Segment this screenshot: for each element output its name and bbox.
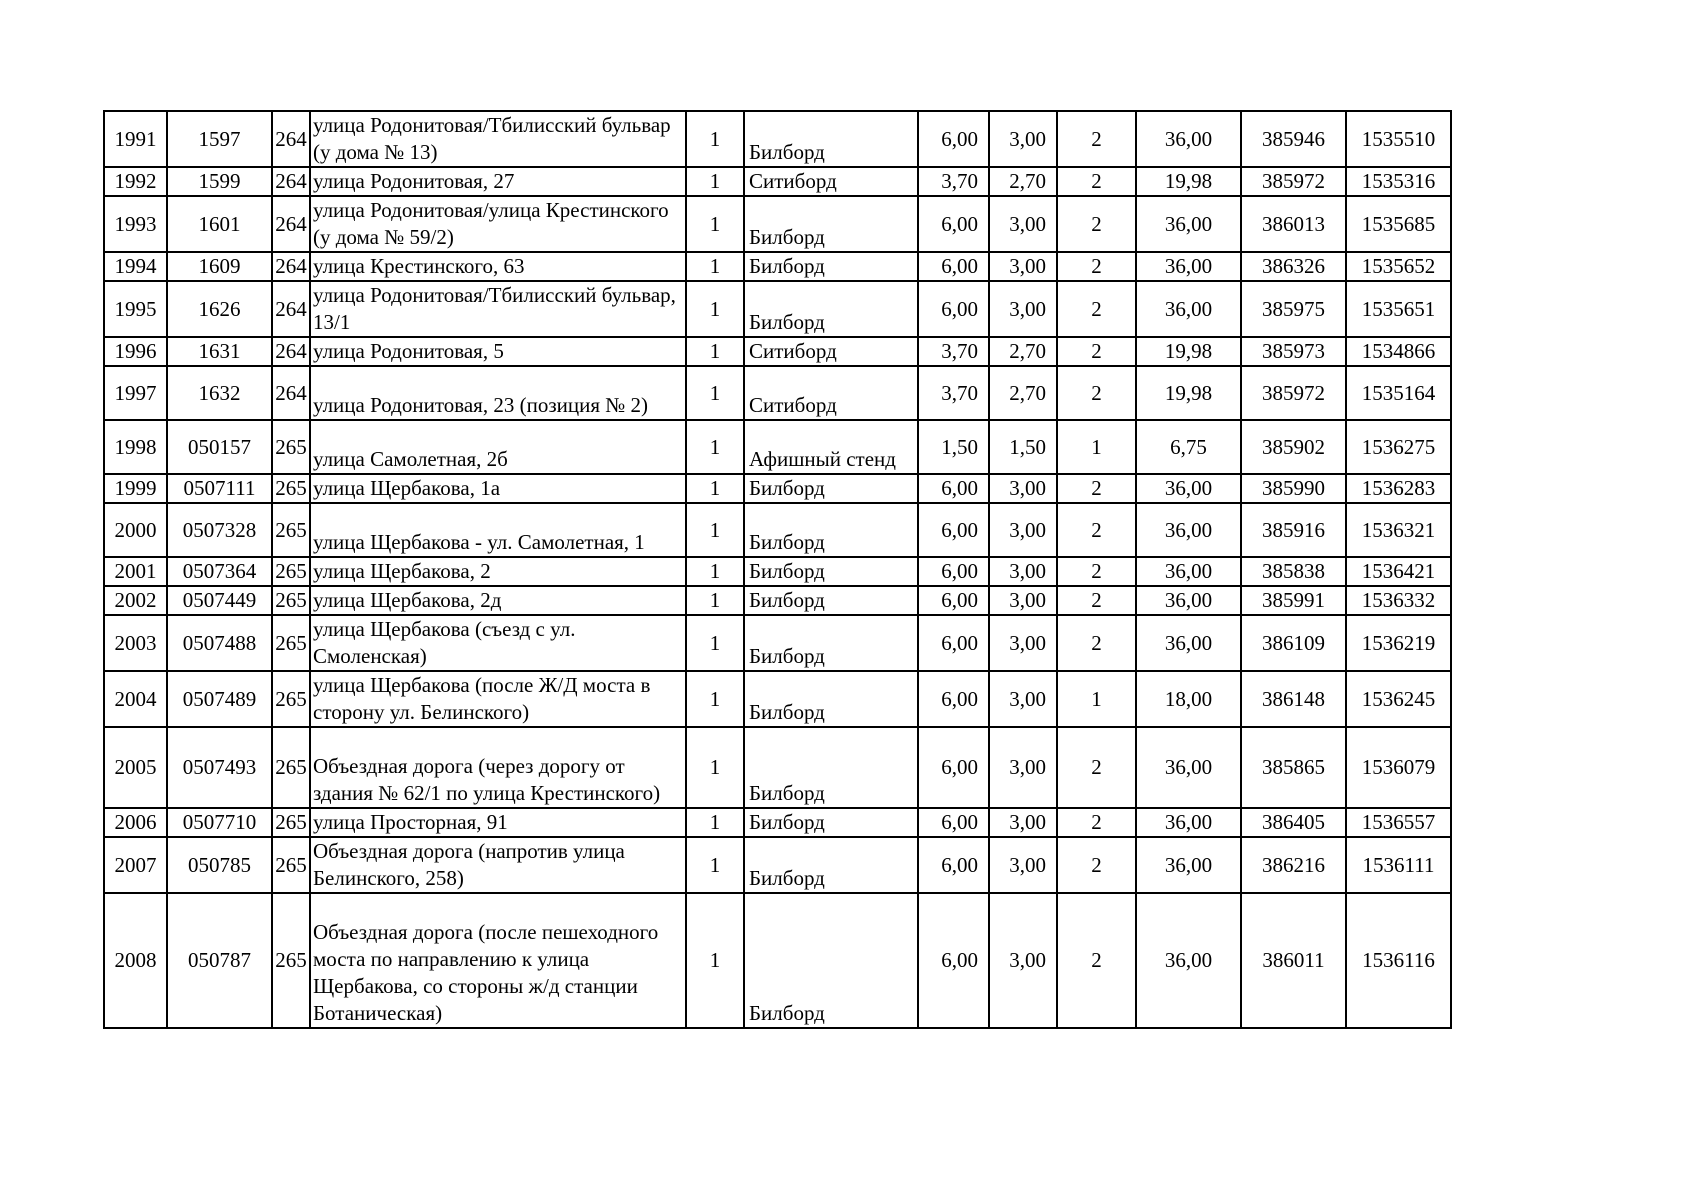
y-coordinate-cell: 1536321 bbox=[1346, 503, 1451, 557]
code-cell: 0507449 bbox=[167, 586, 272, 615]
address-cell: улица Щербакова - ул. Самолетная, 1 bbox=[310, 503, 686, 557]
table-row bbox=[104, 474, 1451, 503]
row-number-cell: 2000 bbox=[104, 503, 167, 557]
quantity-cell: 1 bbox=[686, 474, 744, 503]
table-row bbox=[104, 615, 1451, 671]
row-number-cell: 1991 bbox=[104, 111, 167, 167]
x-coordinate-cell: 385838 bbox=[1241, 557, 1346, 586]
x-coordinate-cell: 385916 bbox=[1241, 503, 1346, 557]
row-number-cell: 2003 bbox=[104, 615, 167, 671]
type-cell: Ситиборд bbox=[744, 366, 918, 420]
y-coordinate-cell: 1536557 bbox=[1346, 808, 1451, 837]
area-cell: 18,00 bbox=[1136, 671, 1241, 727]
width-cell: 6,00 bbox=[918, 893, 989, 1028]
address-cell: улица Родонитовая, 5 bbox=[310, 337, 686, 366]
address-cell: улица Щербакова, 1а bbox=[310, 474, 686, 503]
code-cell: 0507111 bbox=[167, 474, 272, 503]
section-cell: 264 bbox=[272, 111, 310, 167]
quantity-cell: 1 bbox=[686, 252, 744, 281]
type-cell: Билборд bbox=[744, 557, 918, 586]
section-cell: 264 bbox=[272, 281, 310, 337]
faces-cell: 2 bbox=[1057, 366, 1136, 420]
table-row bbox=[104, 503, 1451, 557]
area-cell: 36,00 bbox=[1136, 503, 1241, 557]
type-cell: Билборд bbox=[744, 252, 918, 281]
table-row bbox=[104, 167, 1451, 196]
width-cell: 6,00 bbox=[918, 586, 989, 615]
area-cell: 36,00 bbox=[1136, 615, 1241, 671]
section-cell: 265 bbox=[272, 671, 310, 727]
code-cell: 0507493 bbox=[167, 727, 272, 808]
quantity-cell: 1 bbox=[686, 557, 744, 586]
code-cell: 1609 bbox=[167, 252, 272, 281]
height-cell: 3,00 bbox=[989, 474, 1057, 503]
width-cell: 6,00 bbox=[918, 474, 989, 503]
table-row bbox=[104, 196, 1451, 252]
area-cell: 36,00 bbox=[1136, 281, 1241, 337]
faces-cell: 2 bbox=[1057, 727, 1136, 808]
row-number-cell: 1996 bbox=[104, 337, 167, 366]
height-cell: 3,00 bbox=[989, 615, 1057, 671]
quantity-cell: 1 bbox=[686, 337, 744, 366]
width-cell: 6,00 bbox=[918, 252, 989, 281]
section-cell: 265 bbox=[272, 586, 310, 615]
x-coordinate-cell: 386109 bbox=[1241, 615, 1346, 671]
section-cell: 265 bbox=[272, 837, 310, 893]
height-cell: 3,00 bbox=[989, 196, 1057, 252]
type-cell: Билборд bbox=[744, 503, 918, 557]
y-coordinate-cell: 1536275 bbox=[1346, 420, 1451, 474]
address-cell: улица Крестинского, 63 bbox=[310, 252, 686, 281]
faces-cell: 2 bbox=[1057, 252, 1136, 281]
area-cell: 19,98 bbox=[1136, 366, 1241, 420]
y-coordinate-cell: 1536245 bbox=[1346, 671, 1451, 727]
table-row bbox=[104, 252, 1451, 281]
type-cell: Ситиборд bbox=[744, 167, 918, 196]
y-coordinate-cell: 1535510 bbox=[1346, 111, 1451, 167]
faces-cell: 1 bbox=[1057, 420, 1136, 474]
row-number-cell: 2005 bbox=[104, 727, 167, 808]
faces-cell: 2 bbox=[1057, 474, 1136, 503]
type-cell: Билборд bbox=[744, 111, 918, 167]
code-cell: 1631 bbox=[167, 337, 272, 366]
section-cell: 265 bbox=[272, 893, 310, 1028]
width-cell: 3,70 bbox=[918, 337, 989, 366]
x-coordinate-cell: 386011 bbox=[1241, 893, 1346, 1028]
area-cell: 36,00 bbox=[1136, 727, 1241, 808]
table-row bbox=[104, 808, 1451, 837]
height-cell: 3,00 bbox=[989, 893, 1057, 1028]
faces-cell: 2 bbox=[1057, 167, 1136, 196]
area-cell: 36,00 bbox=[1136, 837, 1241, 893]
height-cell: 3,00 bbox=[989, 111, 1057, 167]
quantity-cell: 1 bbox=[686, 503, 744, 557]
quantity-cell: 1 bbox=[686, 366, 744, 420]
width-cell: 6,00 bbox=[918, 111, 989, 167]
x-coordinate-cell: 386216 bbox=[1241, 837, 1346, 893]
faces-cell: 2 bbox=[1057, 337, 1136, 366]
address-cell: Объездная дорога (через дорогу от здания № 62/1 по улица Крестинского) bbox=[310, 727, 686, 808]
y-coordinate-cell: 1535651 bbox=[1346, 281, 1451, 337]
row-number-cell: 1992 bbox=[104, 167, 167, 196]
y-coordinate-cell: 1536283 bbox=[1346, 474, 1451, 503]
quantity-cell: 1 bbox=[686, 893, 744, 1028]
x-coordinate-cell: 385991 bbox=[1241, 586, 1346, 615]
code-cell: 0507710 bbox=[167, 808, 272, 837]
address-cell: улица Родонитовая/Тбилисский бульвар, 13/1 bbox=[310, 281, 686, 337]
row-number-cell: 1998 bbox=[104, 420, 167, 474]
height-cell: 3,00 bbox=[989, 727, 1057, 808]
height-cell: 2,70 bbox=[989, 337, 1057, 366]
section-cell: 265 bbox=[272, 557, 310, 586]
quantity-cell: 1 bbox=[686, 196, 744, 252]
height-cell: 3,00 bbox=[989, 808, 1057, 837]
y-coordinate-cell: 1536219 bbox=[1346, 615, 1451, 671]
area-cell: 36,00 bbox=[1136, 252, 1241, 281]
width-cell: 6,00 bbox=[918, 615, 989, 671]
y-coordinate-cell: 1536421 bbox=[1346, 557, 1451, 586]
address-cell: улица Просторная, 91 bbox=[310, 808, 686, 837]
faces-cell: 2 bbox=[1057, 196, 1136, 252]
height-cell: 3,00 bbox=[989, 837, 1057, 893]
area-cell: 6,75 bbox=[1136, 420, 1241, 474]
faces-cell: 2 bbox=[1057, 557, 1136, 586]
table-body bbox=[104, 111, 1451, 1028]
row-number-cell: 1999 bbox=[104, 474, 167, 503]
row-number-cell: 2006 bbox=[104, 808, 167, 837]
type-cell: Билборд bbox=[744, 808, 918, 837]
code-cell: 0507488 bbox=[167, 615, 272, 671]
area-cell: 36,00 bbox=[1136, 586, 1241, 615]
row-number-cell: 2002 bbox=[104, 586, 167, 615]
address-cell: улица Родонитовая, 27 bbox=[310, 167, 686, 196]
quantity-cell: 1 bbox=[686, 671, 744, 727]
section-cell: 264 bbox=[272, 366, 310, 420]
y-coordinate-cell: 1536332 bbox=[1346, 586, 1451, 615]
width-cell: 6,00 bbox=[918, 281, 989, 337]
x-coordinate-cell: 386148 bbox=[1241, 671, 1346, 727]
x-coordinate-cell: 385973 bbox=[1241, 337, 1346, 366]
row-number-cell: 1997 bbox=[104, 366, 167, 420]
area-cell: 36,00 bbox=[1136, 474, 1241, 503]
width-cell: 6,00 bbox=[918, 727, 989, 808]
quantity-cell: 1 bbox=[686, 420, 744, 474]
table-row bbox=[104, 111, 1451, 167]
type-cell: Ситиборд bbox=[744, 337, 918, 366]
table-row bbox=[104, 586, 1451, 615]
y-coordinate-cell: 1536116 bbox=[1346, 893, 1451, 1028]
address-cell: улица Родонитовая/улица Крестинского (у дома № 59/2) bbox=[310, 196, 686, 252]
faces-cell: 1 bbox=[1057, 671, 1136, 727]
section-cell: 264 bbox=[272, 196, 310, 252]
height-cell: 2,70 bbox=[989, 167, 1057, 196]
faces-cell: 2 bbox=[1057, 281, 1136, 337]
type-cell: Билборд bbox=[744, 474, 918, 503]
width-cell: 6,00 bbox=[918, 196, 989, 252]
type-cell: Билборд bbox=[744, 281, 918, 337]
faces-cell: 2 bbox=[1057, 111, 1136, 167]
type-cell: Билборд bbox=[744, 671, 918, 727]
type-cell: Билборд bbox=[744, 196, 918, 252]
address-cell: улица Самолетная, 2б bbox=[310, 420, 686, 474]
row-number-cell: 1995 bbox=[104, 281, 167, 337]
height-cell: 3,00 bbox=[989, 281, 1057, 337]
table-row bbox=[104, 837, 1451, 893]
area-cell: 36,00 bbox=[1136, 808, 1241, 837]
row-number-cell: 2004 bbox=[104, 671, 167, 727]
code-cell: 0507328 bbox=[167, 503, 272, 557]
area-cell: 36,00 bbox=[1136, 557, 1241, 586]
type-cell: Билборд bbox=[744, 615, 918, 671]
code-cell: 050787 bbox=[167, 893, 272, 1028]
row-number-cell: 2007 bbox=[104, 837, 167, 893]
section-cell: 264 bbox=[272, 167, 310, 196]
width-cell: 3,70 bbox=[918, 366, 989, 420]
row-number-cell: 2008 bbox=[104, 893, 167, 1028]
height-cell: 3,00 bbox=[989, 252, 1057, 281]
width-cell: 3,70 bbox=[918, 167, 989, 196]
height-cell: 1,50 bbox=[989, 420, 1057, 474]
section-cell: 265 bbox=[272, 808, 310, 837]
address-cell: улица Щербакова (съезд с ул. Смоленская) bbox=[310, 615, 686, 671]
x-coordinate-cell: 385865 bbox=[1241, 727, 1346, 808]
code-cell: 1599 bbox=[167, 167, 272, 196]
section-cell: 264 bbox=[272, 252, 310, 281]
code-cell: 1597 bbox=[167, 111, 272, 167]
x-coordinate-cell: 385972 bbox=[1241, 366, 1346, 420]
section-cell: 265 bbox=[272, 727, 310, 808]
row-number-cell: 1993 bbox=[104, 196, 167, 252]
x-coordinate-cell: 385972 bbox=[1241, 167, 1346, 196]
faces-cell: 2 bbox=[1057, 893, 1136, 1028]
address-cell: улица Щербакова (после Ж/Д моста в сторону ул. Белинского) bbox=[310, 671, 686, 727]
section-cell: 265 bbox=[272, 615, 310, 671]
table-row bbox=[104, 420, 1451, 474]
x-coordinate-cell: 385902 bbox=[1241, 420, 1346, 474]
code-cell: 050785 bbox=[167, 837, 272, 893]
quantity-cell: 1 bbox=[686, 281, 744, 337]
quantity-cell: 1 bbox=[686, 727, 744, 808]
y-coordinate-cell: 1536111 bbox=[1346, 837, 1451, 893]
quantity-cell: 1 bbox=[686, 808, 744, 837]
width-cell: 6,00 bbox=[918, 557, 989, 586]
code-cell: 050157 bbox=[167, 420, 272, 474]
y-coordinate-cell: 1536079 bbox=[1346, 727, 1451, 808]
type-cell: Билборд bbox=[744, 893, 918, 1028]
address-cell: улица Родонитовая, 23 (позиция № 2) bbox=[310, 366, 686, 420]
quantity-cell: 1 bbox=[686, 586, 744, 615]
x-coordinate-cell: 385946 bbox=[1241, 111, 1346, 167]
area-cell: 36,00 bbox=[1136, 893, 1241, 1028]
type-cell: Афишный стенд bbox=[744, 420, 918, 474]
height-cell: 3,00 bbox=[989, 503, 1057, 557]
x-coordinate-cell: 386013 bbox=[1241, 196, 1346, 252]
address-cell: улица Щербакова, 2 bbox=[310, 557, 686, 586]
quantity-cell: 1 bbox=[686, 615, 744, 671]
x-coordinate-cell: 385975 bbox=[1241, 281, 1346, 337]
type-cell: Билборд bbox=[744, 837, 918, 893]
section-cell: 265 bbox=[272, 420, 310, 474]
table-row bbox=[104, 893, 1451, 1028]
height-cell: 3,00 bbox=[989, 586, 1057, 615]
y-coordinate-cell: 1535164 bbox=[1346, 366, 1451, 420]
y-coordinate-cell: 1535652 bbox=[1346, 252, 1451, 281]
row-number-cell: 2001 bbox=[104, 557, 167, 586]
row-number-cell: 1994 bbox=[104, 252, 167, 281]
code-cell: 1601 bbox=[167, 196, 272, 252]
y-coordinate-cell: 1535316 bbox=[1346, 167, 1451, 196]
y-coordinate-cell: 1535685 bbox=[1346, 196, 1451, 252]
table-row bbox=[104, 337, 1451, 366]
area-cell: 19,98 bbox=[1136, 167, 1241, 196]
width-cell: 1,50 bbox=[918, 420, 989, 474]
width-cell: 6,00 bbox=[918, 808, 989, 837]
area-cell: 19,98 bbox=[1136, 337, 1241, 366]
faces-cell: 2 bbox=[1057, 808, 1136, 837]
faces-cell: 2 bbox=[1057, 615, 1136, 671]
height-cell: 2,70 bbox=[989, 366, 1057, 420]
code-cell: 1632 bbox=[167, 366, 272, 420]
area-cell: 36,00 bbox=[1136, 196, 1241, 252]
area-cell: 36,00 bbox=[1136, 111, 1241, 167]
table-row bbox=[104, 557, 1451, 586]
table-row bbox=[104, 366, 1451, 420]
height-cell: 3,00 bbox=[989, 557, 1057, 586]
table-row bbox=[104, 671, 1451, 727]
address-cell: Объездная дорога (после пешеходного моста по направлению к улица Щербакова, со стороны ж/д станции Ботаническая) bbox=[310, 893, 686, 1028]
address-cell: улица Щербакова, 2д bbox=[310, 586, 686, 615]
code-cell: 0507489 bbox=[167, 671, 272, 727]
faces-cell: 2 bbox=[1057, 586, 1136, 615]
section-cell: 265 bbox=[272, 503, 310, 557]
y-coordinate-cell: 1534866 bbox=[1346, 337, 1451, 366]
data-table bbox=[103, 110, 1452, 1029]
table-row bbox=[104, 281, 1451, 337]
table-row bbox=[104, 727, 1451, 808]
quantity-cell: 1 bbox=[686, 111, 744, 167]
code-cell: 1626 bbox=[167, 281, 272, 337]
section-cell: 265 bbox=[272, 474, 310, 503]
quantity-cell: 1 bbox=[686, 167, 744, 196]
quantity-cell: 1 bbox=[686, 837, 744, 893]
address-cell: улица Родонитовая/Тбилисский бульвар (у дома № 13) bbox=[310, 111, 686, 167]
x-coordinate-cell: 386405 bbox=[1241, 808, 1346, 837]
type-cell: Билборд bbox=[744, 727, 918, 808]
type-cell: Билборд bbox=[744, 586, 918, 615]
x-coordinate-cell: 386326 bbox=[1241, 252, 1346, 281]
width-cell: 6,00 bbox=[918, 503, 989, 557]
address-cell: Объездная дорога (напротив улица Белинского, 258) bbox=[310, 837, 686, 893]
faces-cell: 2 bbox=[1057, 837, 1136, 893]
code-cell: 0507364 bbox=[167, 557, 272, 586]
height-cell: 3,00 bbox=[989, 671, 1057, 727]
width-cell: 6,00 bbox=[918, 837, 989, 893]
faces-cell: 2 bbox=[1057, 503, 1136, 557]
x-coordinate-cell: 385990 bbox=[1241, 474, 1346, 503]
width-cell: 6,00 bbox=[918, 671, 989, 727]
section-cell: 264 bbox=[272, 337, 310, 366]
